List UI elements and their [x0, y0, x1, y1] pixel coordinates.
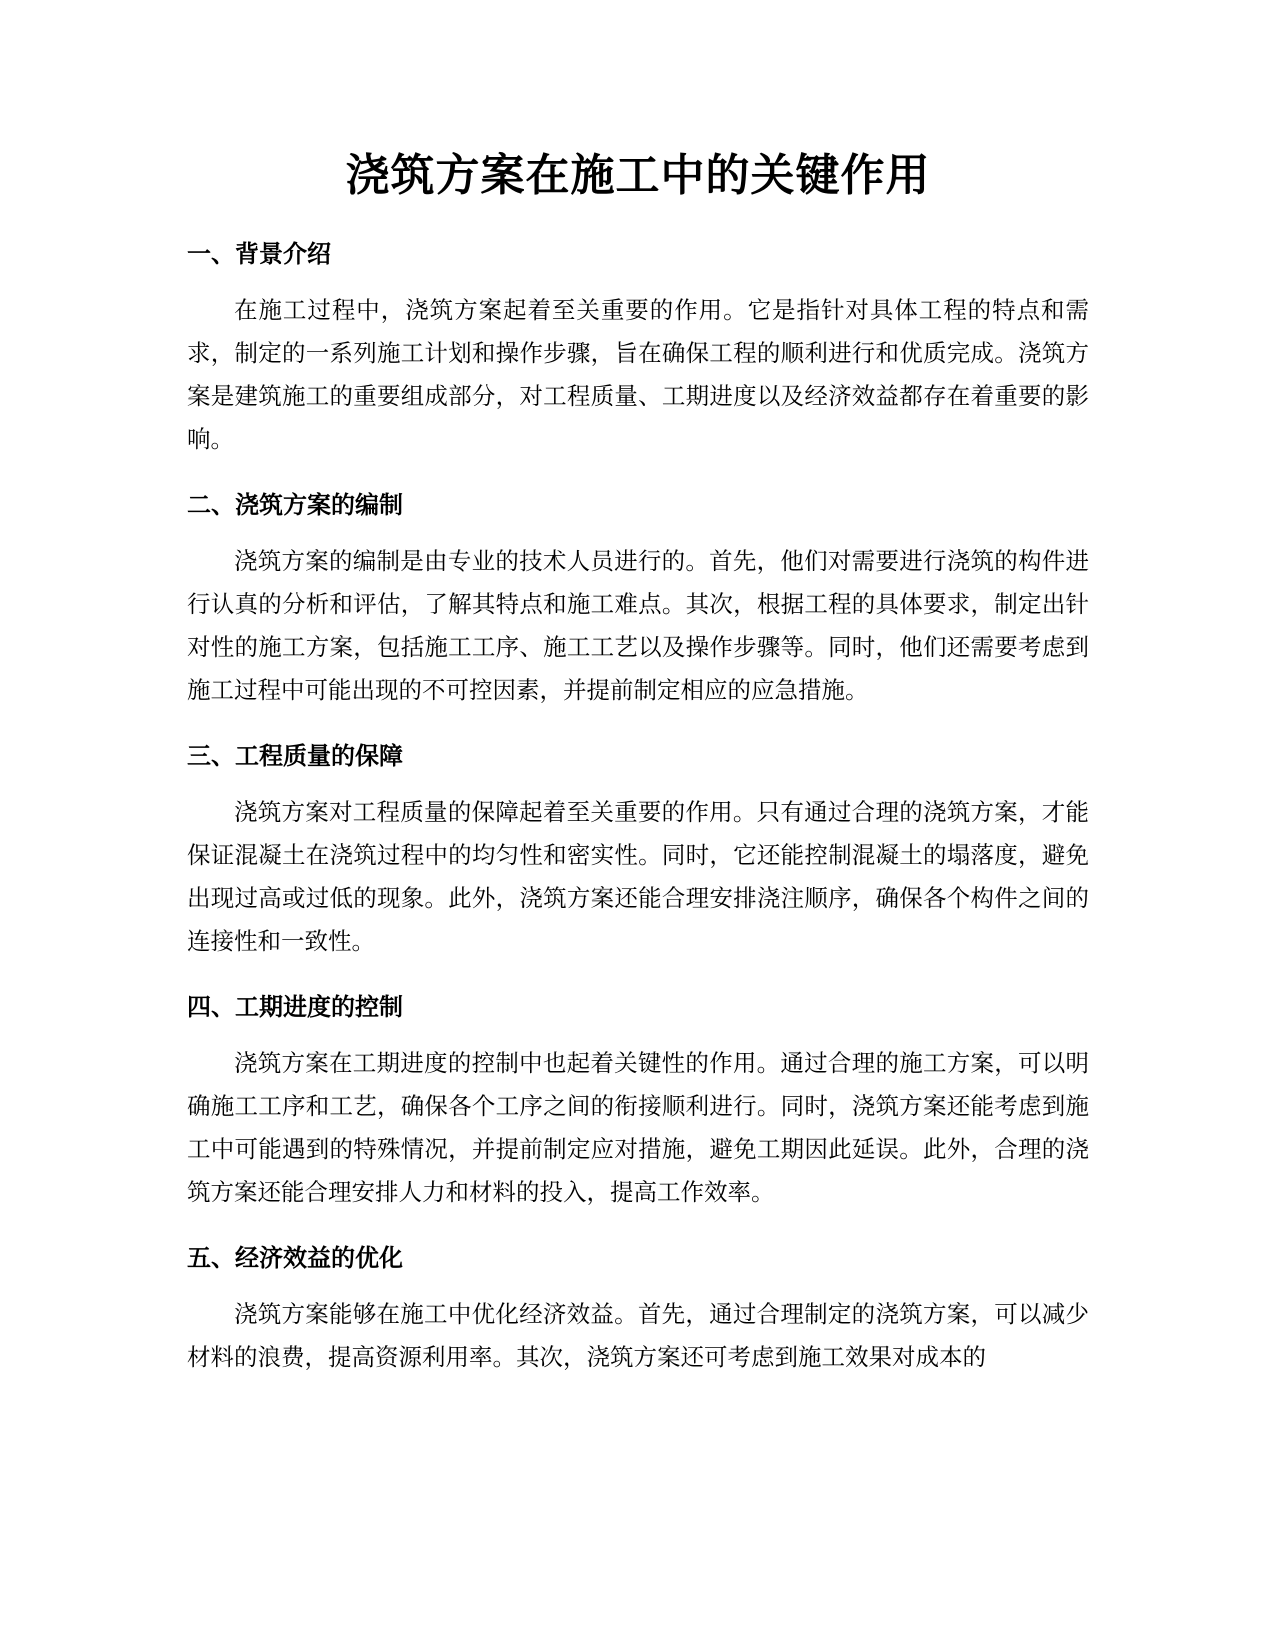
section-paragraph: 浇筑方案对工程质量的保障起着至关重要的作用。只有通过合理的浇筑方案，才能保证混凝土在浇筑过程中的均匀性和密实性。同时，它还能控制混凝土的塌落度，避免出现过高或过低的现象。此外，浇筑方案还能合理安排浇注顺序，确保各个构件之间的连接性和一致性。: [187, 798, 1089, 955]
section-economic-benefit: [187, 1238, 1089, 1379]
section-heading: 四、工期进度的控制: [187, 993, 403, 1021]
section-heading: 五、经济效益的优化: [187, 1244, 403, 1272]
section-plan-preparation: [187, 485, 1089, 712]
document-content: [187, 146, 1089, 1403]
section-paragraph: 浇筑方案能够在施工中优化经济效益。首先，通过合理制定的浇筑方案，可以减少材料的浪费，提高资源利用率。其次，浇筑方案还可考虑到施工效果对成本的: [187, 1300, 1089, 1371]
section-heading: 一、背景介绍: [187, 240, 331, 268]
document-title: 浇筑方案在施工中的关键作用: [345, 150, 931, 201]
section-background: [187, 234, 1089, 461]
section-heading: 二、浇筑方案的编制: [187, 491, 403, 519]
section-paragraph: 浇筑方案的编制是由专业的技术人员进行的。首先，他们对需要进行浇筑的构件进行认真的分析和评估，了解其特点和施工难点。其次，根据工程的具体要求，制定出针对性的施工方案，包括施工工序、施工工艺以及操作步骤等。同时，他们还需要考虑到施工过程中可能出现的不可控因素，并提前制定相应的应急措施。: [187, 547, 1089, 704]
section-heading: 三、工程质量的保障: [187, 742, 403, 770]
section-schedule-control: [187, 987, 1089, 1214]
section-paragraph: 浇筑方案在工期进度的控制中也起着关键性的作用。通过合理的施工方案，可以明确施工工序和工艺，确保各个工序之间的衔接顺利进行。同时，浇筑方案还能考虑到施工中可能遇到的特殊情况，并提前制定应对措施，避免工期因此延误。此外，合理的浇筑方案还能合理安排人力和材料的投入，提高工作效率。: [187, 1049, 1089, 1206]
section-quality-assurance: [187, 736, 1089, 963]
section-paragraph: 在施工过程中，浇筑方案起着至关重要的作用。它是指针对具体工程的特点和需求，制定的一系列施工计划和操作步骤，旨在确保工程的顺利进行和优质完成。浇筑方案是建筑施工的重要组成部分，对工程质量、工期进度以及经济效益都存在着重要的影响。: [187, 296, 1089, 453]
